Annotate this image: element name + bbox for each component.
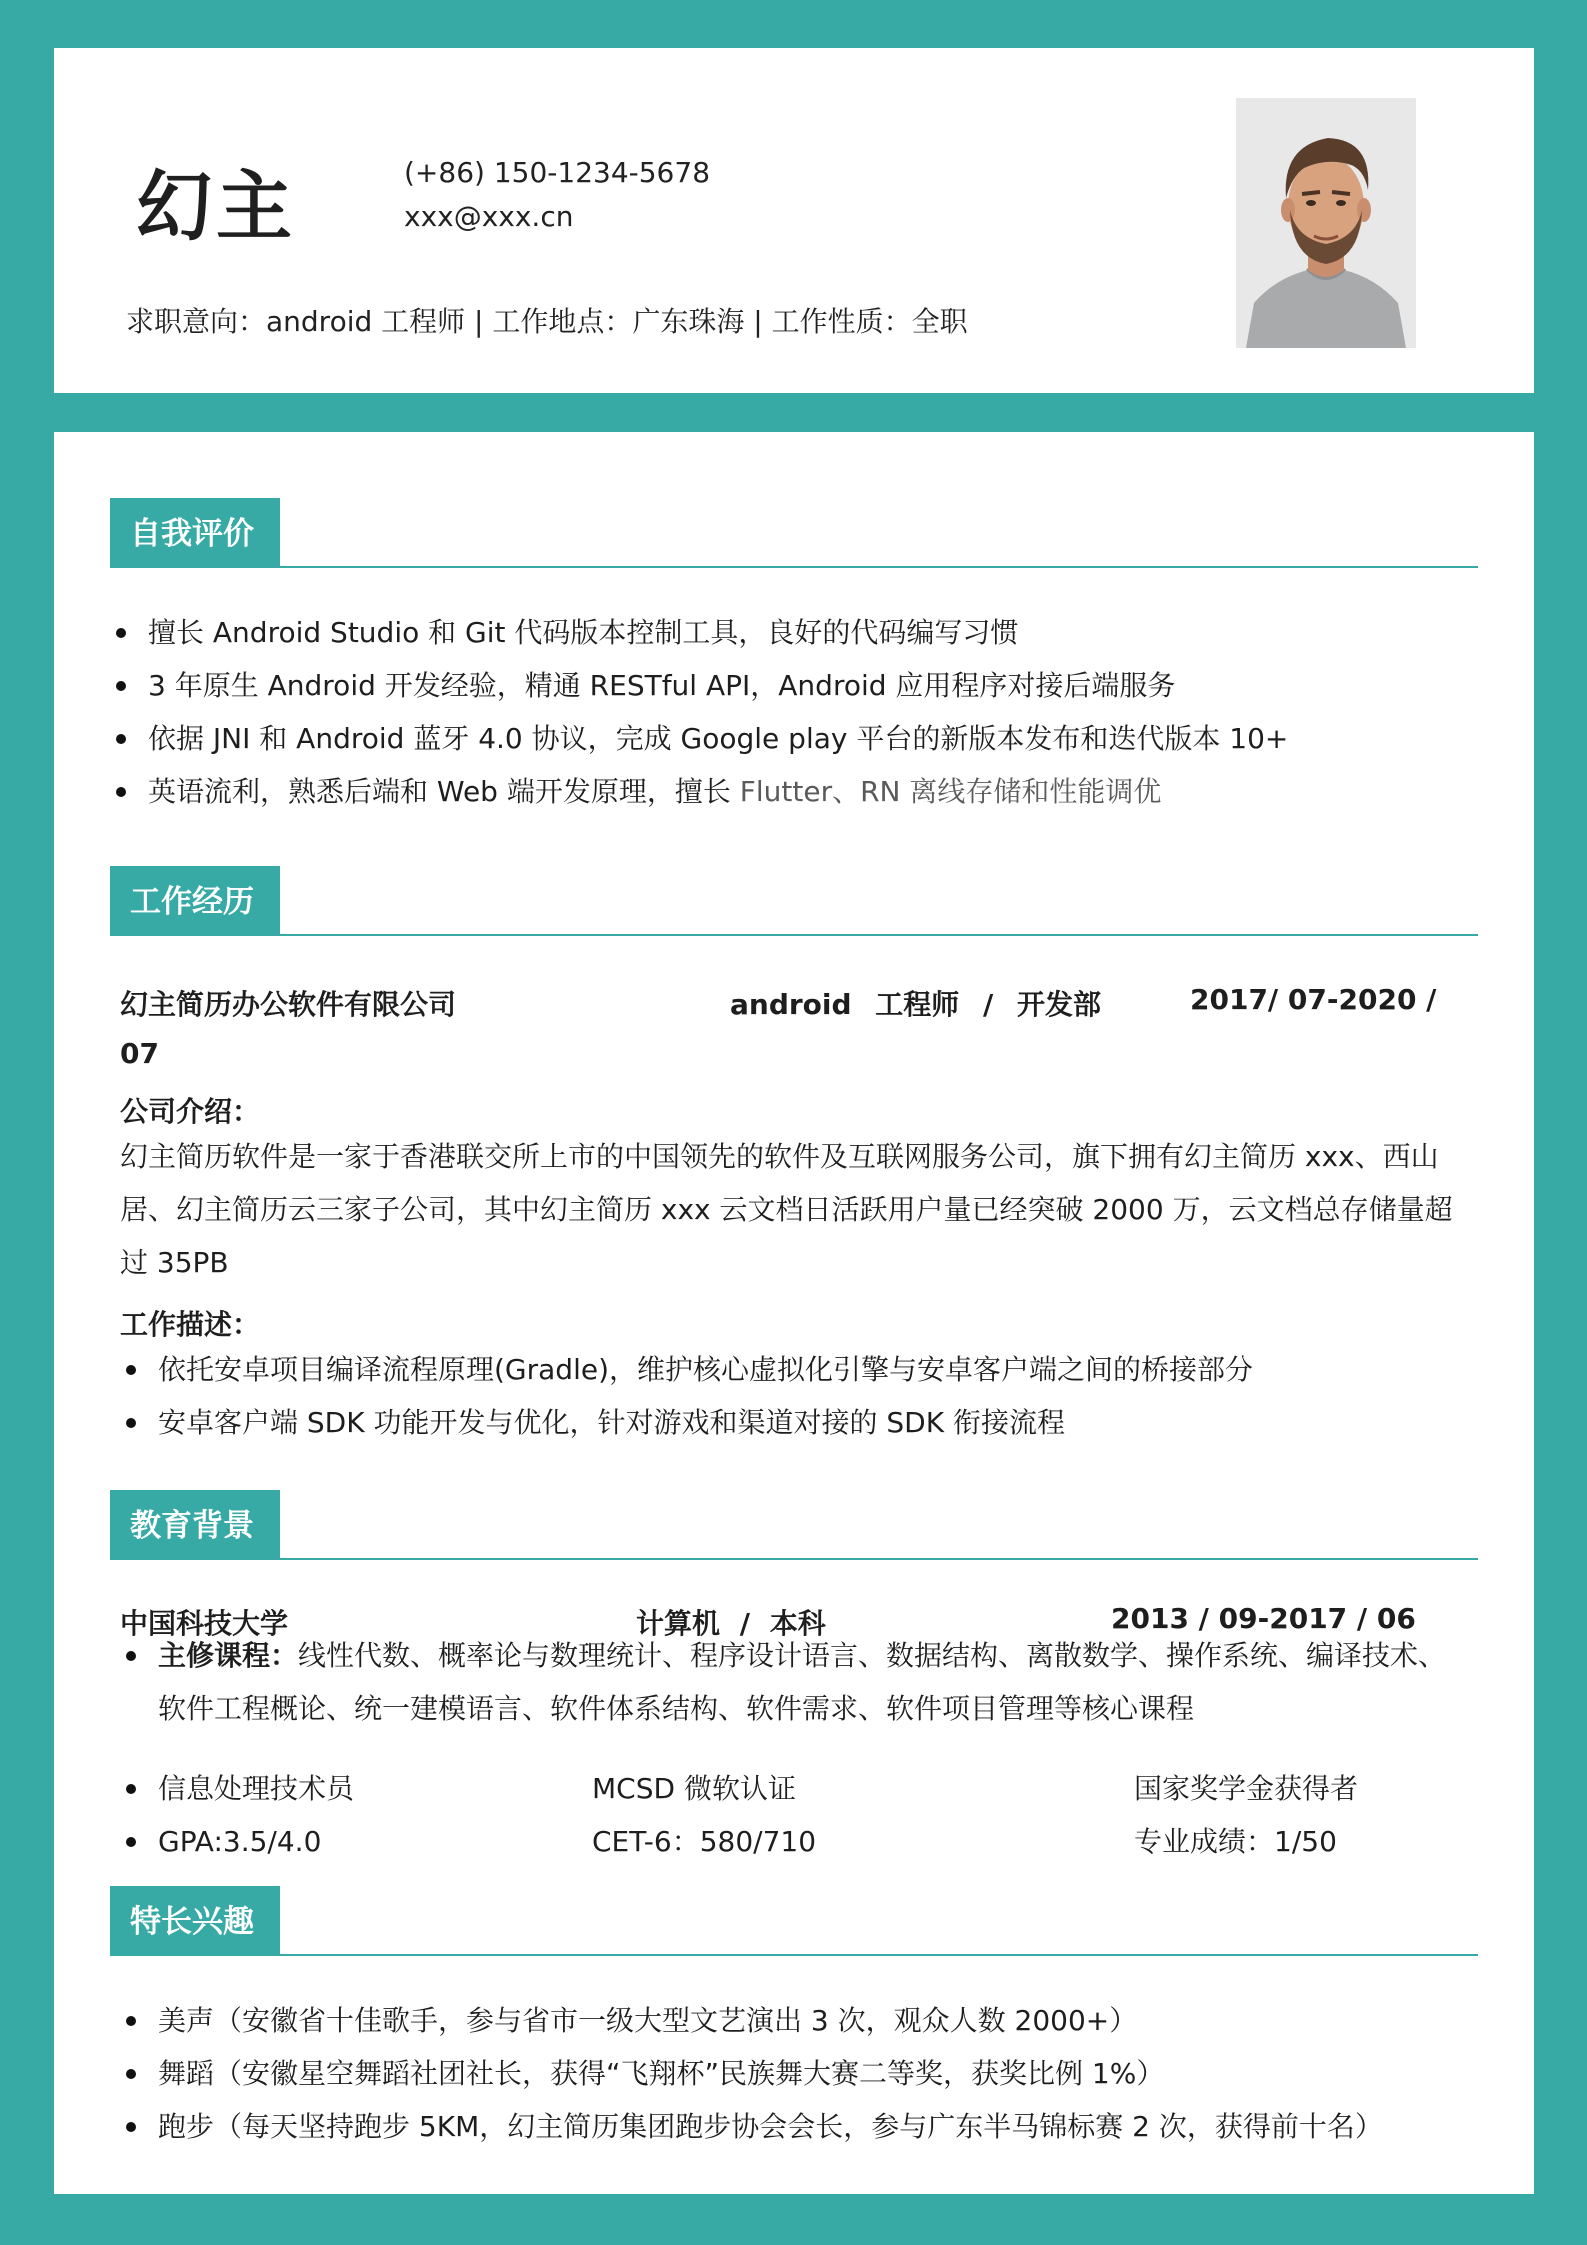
list-item-text: 擅长 Android Studio 和 Git 代码版本控制工具，良好的代码编写习惯 [148,616,1019,649]
section-work-header [110,866,1478,936]
edu-extra-text: GPA:3.5/4.0 [158,1825,322,1858]
list-item [110,659,1470,712]
profile-photo [1236,98,1416,348]
edu-extra-item: 专业成绩：1/50 [1134,1825,1337,1858]
section-title: 教育背景 [110,1490,280,1560]
list-item-text: 3 年原生 Android 开发经验，精通 RESTful API，Android 应用程序对接后端服务 [148,669,1176,702]
edu-school: 中国科技大学 [120,1607,289,1640]
work-desc-label: 工作描述： [120,1308,261,1341]
section-education-header [110,1490,1478,1560]
list-item [120,2100,1480,2153]
list-item [110,606,1470,659]
list-item-text: 依托安卓项目编译流程原理(Gradle)，维护核心虚拟化引擎与安卓客户端之间的桥接部分 [158,1353,1253,1386]
work-role: android 工程师 / 开发部 [730,988,1102,1021]
main-card [54,432,1534,2194]
bullet-icon [126,2016,136,2026]
bullet-icon [126,1651,136,1661]
course-label: 主修课程： [158,1639,299,1672]
section-divider [110,566,1478,568]
list-item-text: 英语流利，熟悉后端和 Web 端开发原理，擅长 [148,775,740,808]
company-intro-text [120,1130,1480,1289]
bullet-icon [126,1837,136,1847]
list-item-text: 舞蹈（安徽星空舞蹈社团社长，获得“飞翔杯”民族舞大赛二等奖，获奖比例 1%） [158,2057,1165,2090]
course-text: 线性代数、概率论与数理统计、程序设计语言、数据结构、离散数学、操作系统、编译技术、 [298,1639,1447,1672]
course-text-cont: 软件工程概论、统一建模语言、软件体系结构、软件需求、软件项目管理等核心课程 [158,1692,1195,1725]
company-intro-label: 公司介绍： [120,1095,261,1128]
bullet-icon [126,1418,136,1428]
edu-extra-item: MCSD 微软认证 [592,1772,796,1805]
list-item [110,765,1470,818]
bullet-icon [126,1784,136,1794]
section-divider [110,1558,1478,1560]
edu-extra-grid [120,1762,1480,1868]
bullet-icon [116,628,126,638]
text-line: 过 35PB [120,1246,229,1279]
hobbies-list [120,1994,1480,2153]
self-eval-list [110,606,1470,818]
edu-extra-item: 国家奖学金获得者 [1134,1772,1359,1805]
bullet-icon [126,2069,136,2079]
list-item [120,1629,1480,1735]
email-address: xxx@xxx.cn [404,200,574,233]
bullet-icon [116,734,126,744]
section-title: 工作经历 [110,866,280,936]
section-divider [110,934,1478,936]
bullet-icon [116,787,126,797]
list-item-text: 跑步（每天坚持跑步 5KM，幻主简历集团跑步协会会长，参与广东半马锦标赛 2 次，获得前十名） [158,2110,1383,2143]
list-item [120,2047,1480,2100]
edu-extra-item [120,1762,354,1815]
bullet-icon [116,681,126,691]
work-period-cont: 07 [120,1037,159,1070]
section-title: 自我评价 [110,498,280,568]
candidate-name: 幻主 [136,162,296,251]
list-item-text: 美声（安徽省十佳歌手，参与省市一级大型文艺演出 3 次，观众人数 2000+） [158,2004,1138,2037]
text-line: 居、幻主简历云三家子公司，其中幻主简历 xxx 云文档日活跃用户量已经突破 2000 万，云文档总存储量超 [120,1193,1453,1226]
phone-number: (+86) 150-1234-5678 [404,156,711,189]
header-card [54,48,1534,393]
edu-period: 2013 / 09-2017 / 06 [1111,1602,1416,1635]
section-title: 特长兴趣 [110,1886,280,1956]
bullet-icon [126,2122,136,2132]
section-self-eval-header [110,498,1478,568]
list-item [120,1343,1480,1396]
list-item [120,1396,1480,1449]
work-desc-list [120,1343,1480,1449]
edu-extra-item: CET-6：580/710 [592,1825,817,1858]
text-line: 幻主简历软件是一家于香港联交所上市的中国领先的软件及互联网服务公司，旗下拥有幻主简历 xxx、西山 [120,1140,1439,1173]
list-item [120,1994,1480,2047]
person-portrait-icon [1236,98,1416,348]
list-item [110,712,1470,765]
list-item-text-gray: Flutter、RN 离线存储和性能调优 [739,775,1162,808]
edu-course-list [120,1629,1480,1735]
work-period: 2017/ 07-2020 / [1190,983,1437,1016]
job-intent-line: 求职意向：android 工程师 | 工作地点：广东珠海 | 工作性质：全职 [126,305,968,338]
edu-extra-text: 信息处理技术员 [158,1772,355,1805]
list-item-text: 依据 JNI 和 Android 蓝牙 4.0 协议，完成 Google play 平台的新版本发布和迭代版本 10+ [148,722,1289,755]
edu-major: 计算机 / 本科 [636,1607,826,1640]
work-company: 幻主简历办公软件有限公司 [120,988,457,1021]
list-item-text: 安卓客户端 SDK 功能开发与优化，针对游戏和渠道对接的 SDK 衔接流程 [158,1406,1065,1439]
bullet-icon [126,1365,136,1375]
section-hobbies-header [110,1886,1478,1956]
edu-extra-item [120,1815,321,1868]
section-divider [110,1954,1478,1956]
